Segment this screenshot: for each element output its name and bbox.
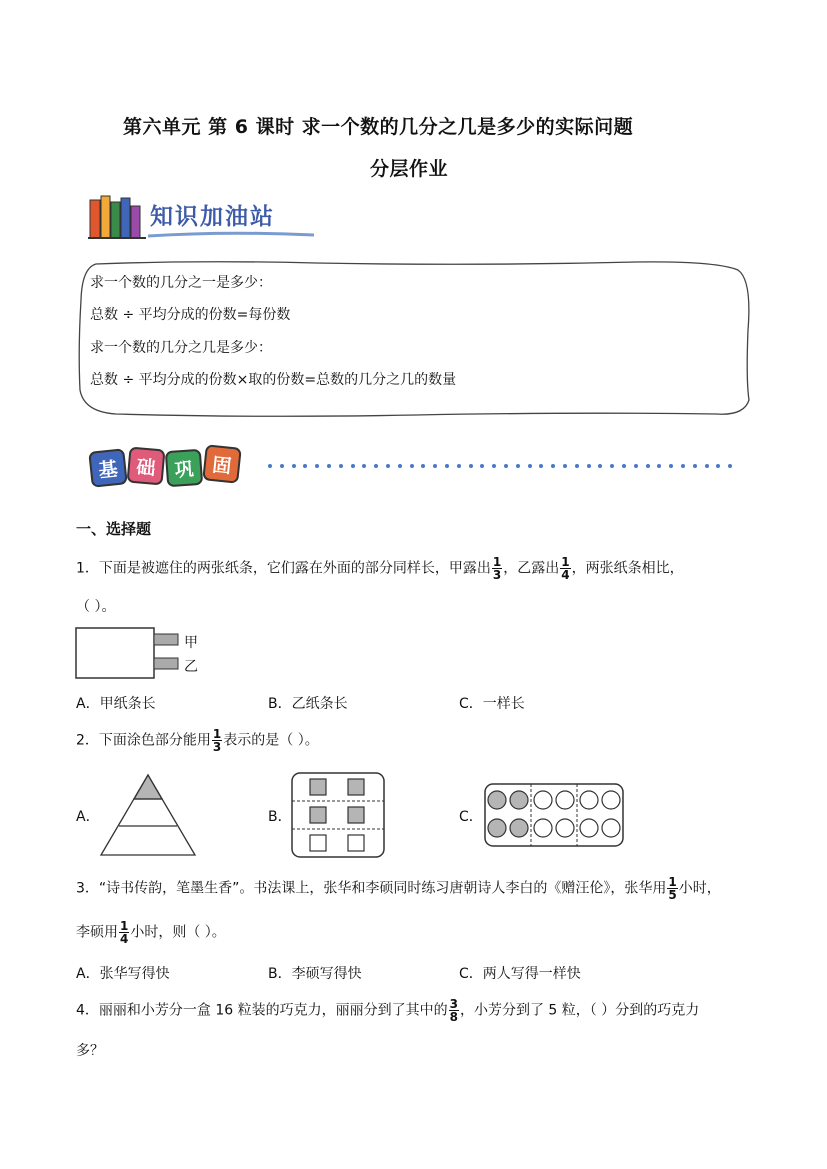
q3-option-c[interactable]: C．两人写得一样快 <box>459 966 581 982</box>
banner-dot <box>504 464 508 468</box>
banner-dot <box>445 464 449 468</box>
banner-dot <box>374 464 378 468</box>
banner-dot <box>657 464 661 468</box>
banner-dot <box>528 464 532 468</box>
q3-fraction-1: $\frac{1}{5}$ <box>668 875 677 902</box>
banner-dot <box>362 464 366 468</box>
books-icon <box>88 192 148 240</box>
strip-label-jia: 甲 <box>184 635 198 651</box>
banner-tile-4: 固 <box>202 444 242 484</box>
banner-dot <box>681 464 685 468</box>
q2-triangle-figure <box>98 772 198 858</box>
banner-dot <box>410 464 414 468</box>
q3-text-c: 李硕用 <box>76 924 118 941</box>
banner-dotted-line <box>268 464 738 470</box>
q2-option-c-label[interactable]: C． <box>459 809 483 825</box>
banner-dot <box>421 464 425 468</box>
q1-fraction-1: $\frac{1}{3}$ <box>492 555 502 582</box>
banner-dot <box>598 464 602 468</box>
q4-text-a: 4．丽丽和小芳分一盒 16 粒装的巧克力，丽丽分到了其中的 <box>76 1002 448 1019</box>
knowledge-line-1: 求一个数的几分之一是多少： <box>90 275 272 291</box>
banner-dot <box>551 464 555 468</box>
section-heading: 一、选择题 <box>76 520 152 538</box>
knowledge-line-3: 求一个数的几分之几是多少： <box>90 340 272 356</box>
knowledge-banner-label: 知识加油站 <box>150 204 275 230</box>
q2-text-a: 2．下面涂色部分能用 <box>76 732 211 749</box>
banner-underline <box>146 230 316 240</box>
banner-dot <box>634 464 638 468</box>
strip-jia <box>154 634 178 645</box>
q1-option-c[interactable]: C．一样长 <box>459 696 525 712</box>
banner-dot <box>587 464 591 468</box>
strip-yi <box>154 658 178 669</box>
strip-label-yi: 乙 <box>184 659 198 675</box>
cover-rectangle <box>76 628 154 678</box>
banner-tile-1: 基 <box>88 448 128 488</box>
banner-dot <box>539 464 543 468</box>
banner-dot <box>610 464 614 468</box>
banner-dot <box>469 464 473 468</box>
q1-text-b: ，乙露出 <box>503 560 560 577</box>
q3-text-d: 小时，则（ ）。 <box>130 924 226 941</box>
banner-dot <box>646 464 650 468</box>
banner-dot <box>386 464 390 468</box>
q3-text-b: 小时， <box>678 880 721 897</box>
banner-dot <box>693 464 697 468</box>
banner-dot <box>433 464 437 468</box>
banner-dot <box>728 464 732 468</box>
banner-dot <box>669 464 673 468</box>
banner-dot <box>351 464 355 468</box>
q2-squares-figure <box>290 771 386 859</box>
banner-dot <box>315 464 319 468</box>
q2-option-a-label[interactable]: A． <box>76 809 100 825</box>
banner-dot <box>398 464 402 468</box>
q2-circles-figure <box>483 782 625 848</box>
question-1-blank: （ ）。 <box>76 599 116 615</box>
page-subtitle: 分层作业 <box>370 158 449 180</box>
q4-text-b: ，小芳分到了 5 粒，（ ）分到的巧克力 <box>459 1002 700 1019</box>
banner-dot <box>622 464 626 468</box>
banner-dot <box>457 464 461 468</box>
q2-text-b: 表示的是（ ）。 <box>223 732 319 749</box>
q3-text-a: 3．“诗书传韵，笔墨生香”。书法课上，张华和李硕同时练习唐朝诗人李白的《赠汪伦》，张华用 <box>76 880 667 897</box>
q3-option-a[interactable]: A．张华写得快 <box>76 966 170 982</box>
q4-fraction: $\frac{3}{8}$ <box>449 997 458 1024</box>
q3-option-b[interactable]: B．李硕写得快 <box>268 966 362 982</box>
question-4-line-2: 多？ <box>76 1043 104 1059</box>
banner-tile-2: 础 <box>126 446 165 485</box>
banner-dot <box>516 464 520 468</box>
banner-dot <box>292 464 296 468</box>
knowledge-banner <box>88 192 318 242</box>
q2-fraction: $\frac{1}{3}$ <box>212 727 222 754</box>
banner-dot <box>480 464 484 468</box>
banner-dot <box>268 464 272 468</box>
banner-dot <box>492 464 496 468</box>
banner-tile-3: 巩 <box>165 449 203 487</box>
banner-dot <box>563 464 567 468</box>
banner-dot <box>339 464 343 468</box>
banner-dot <box>280 464 284 468</box>
q1-text-c: ，两张纸条相比， <box>571 560 684 577</box>
question-1-text <box>76 556 684 581</box>
question-2-text <box>76 728 319 753</box>
banner-dot <box>327 464 331 468</box>
q3-fraction-2: $\frac{1}{4}$ <box>120 919 129 946</box>
question-3-line-2 <box>76 920 226 945</box>
basic-practice-banner <box>88 444 748 494</box>
knowledge-line-4: 总数 ÷ 平均分成的份数×取的份数=总数的几分之几的数量 <box>90 372 457 388</box>
q1-fraction-2: $\frac{1}{4}$ <box>561 555 570 582</box>
q1-option-b[interactable]: B．乙纸条长 <box>268 696 348 712</box>
question-4-line-1 <box>76 998 699 1023</box>
banner-dot <box>716 464 720 468</box>
knowledge-line-2: 总数 ÷ 平均分成的份数=每份数 <box>90 307 291 323</box>
banner-dot <box>575 464 579 468</box>
q2-option-b-label[interactable]: B． <box>268 809 292 825</box>
q1-option-a[interactable]: A．甲纸条长 <box>76 696 156 712</box>
page-title: 第六单元 第 6 课时 求一个数的几分之几是多少的实际问题 <box>123 116 634 138</box>
banner-dot <box>303 464 307 468</box>
banner-dot <box>705 464 709 468</box>
q1-text-a: 1．下面是被遮住的两张纸条，它们露在外面的部分同样长，甲露出 <box>76 560 491 577</box>
question-3-line-1 <box>76 876 721 901</box>
